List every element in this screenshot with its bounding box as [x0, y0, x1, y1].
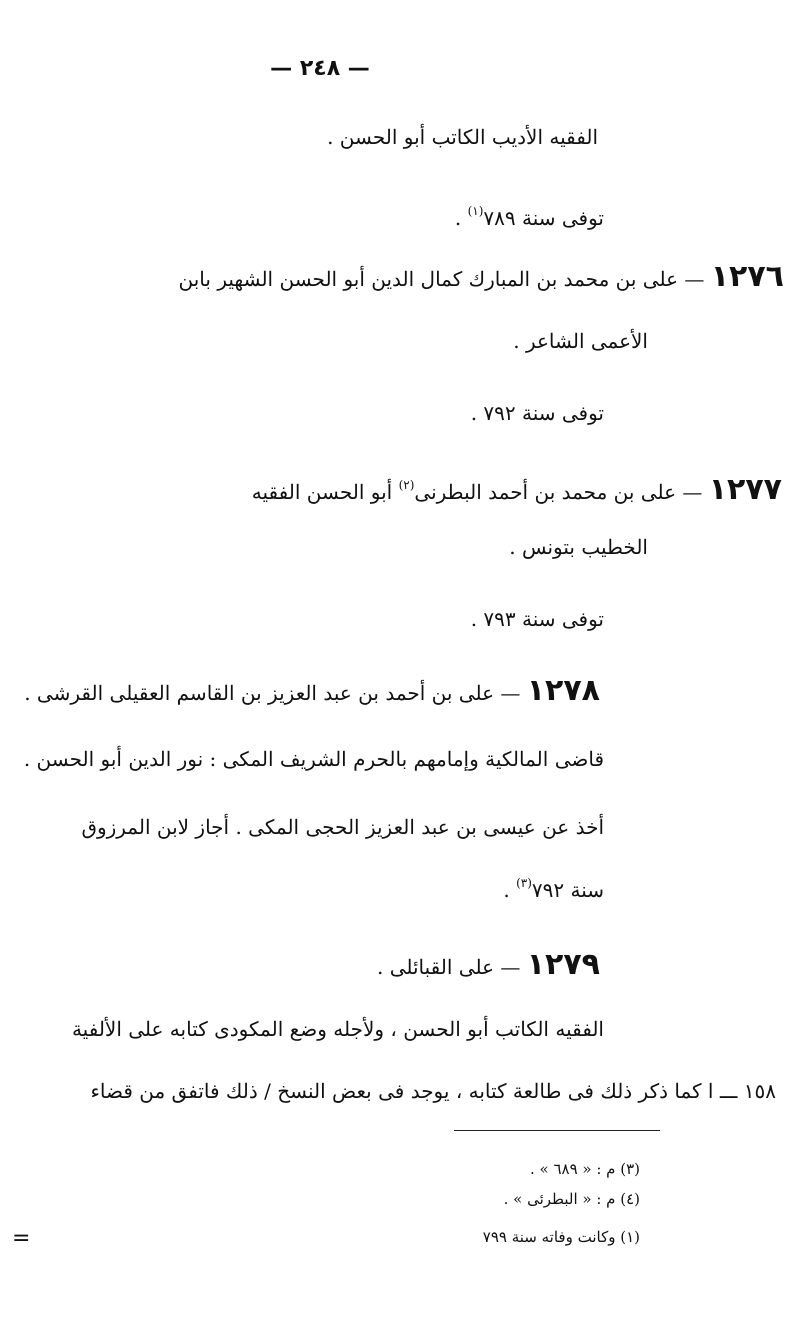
line-prev-entry-death: توفى سنة ٧٨٩$^{(١)}$ .	[454, 204, 604, 230]
entry-1276: ١٢٧٦ — على بن محمد بن المبارك كمال الدين أبو الحسن الشهير بابن	[178, 259, 784, 294]
entry-1278-line3: أخذ عن عيسى بن عبد العزيز الحجى المكى . أجاز لابن المرزوق	[81, 815, 604, 839]
margin-mark: =	[12, 1226, 31, 1251]
footnote-ref: (١)	[467, 204, 484, 218]
footnote-4: (٤) م : « البطرئى » .	[503, 1190, 640, 1208]
entry-1276-cont: الأعمى الشاعر .	[513, 329, 648, 353]
entry-number: ١٢٧٧	[708, 472, 782, 507]
page-number: — ٢٤٨ —	[270, 56, 370, 81]
footnote-ref: (٢)	[398, 478, 415, 492]
entry-1278-line2: قاضى المالكية وإمامهم بالحرم الشريف المكى : نور الدين أبو الحسن .	[23, 747, 604, 771]
entry-1277: ١٢٧٧ — على بن محمد بن أحمد البطرنى$^{(٢)}$ أبو الحسن الفقيه	[251, 472, 782, 507]
entry-number: ١٢٧٨	[526, 673, 600, 708]
entry-1279-line3: ١٥٨ ـــ ا كما ذكر ذلك فى طالعة كتابه ، يوجد فى بعض النسخ / ذلك فاتفق من قضاء	[90, 1079, 776, 1103]
entry-1279: ١٢٧٩ — على القبائلى .	[376, 947, 600, 982]
entry-1277-death: توفى سنة ٧٩٣ .	[470, 607, 604, 631]
entry-1276-death: توفى سنة ٧٩٢ .	[470, 401, 604, 425]
footnote-ref: (٣)	[516, 876, 532, 890]
footnote-3: (٣) م : « ٦٨٩ » .	[529, 1160, 640, 1178]
entry-1279-line2: الفقيه الكاتب أبو الحسن ، ولأجله وضع المكودى كتابه على الألفية	[71, 1017, 604, 1041]
entry-1277-cont: الخطيب بتونس .	[509, 535, 648, 559]
entry-number: ١٢٧٦	[710, 259, 784, 294]
line-prev-entry-title: الفقيه الأديب الكاتب أبو الحسن .	[327, 125, 598, 149]
entry-number: ١٢٧٩	[526, 947, 600, 982]
footnote-rule	[454, 1130, 660, 1131]
entry-1278: ١٢٧٨ — على بن أحمد بن عبد العزيز بن القاسم العقيلى القرشى .	[24, 673, 600, 708]
entry-1278-line4: سنة ٧٩٢$^{(٣)}$ .	[503, 876, 604, 902]
footnote-1: (١) وكانت وفاته سنة ٧٩٩	[482, 1228, 640, 1246]
